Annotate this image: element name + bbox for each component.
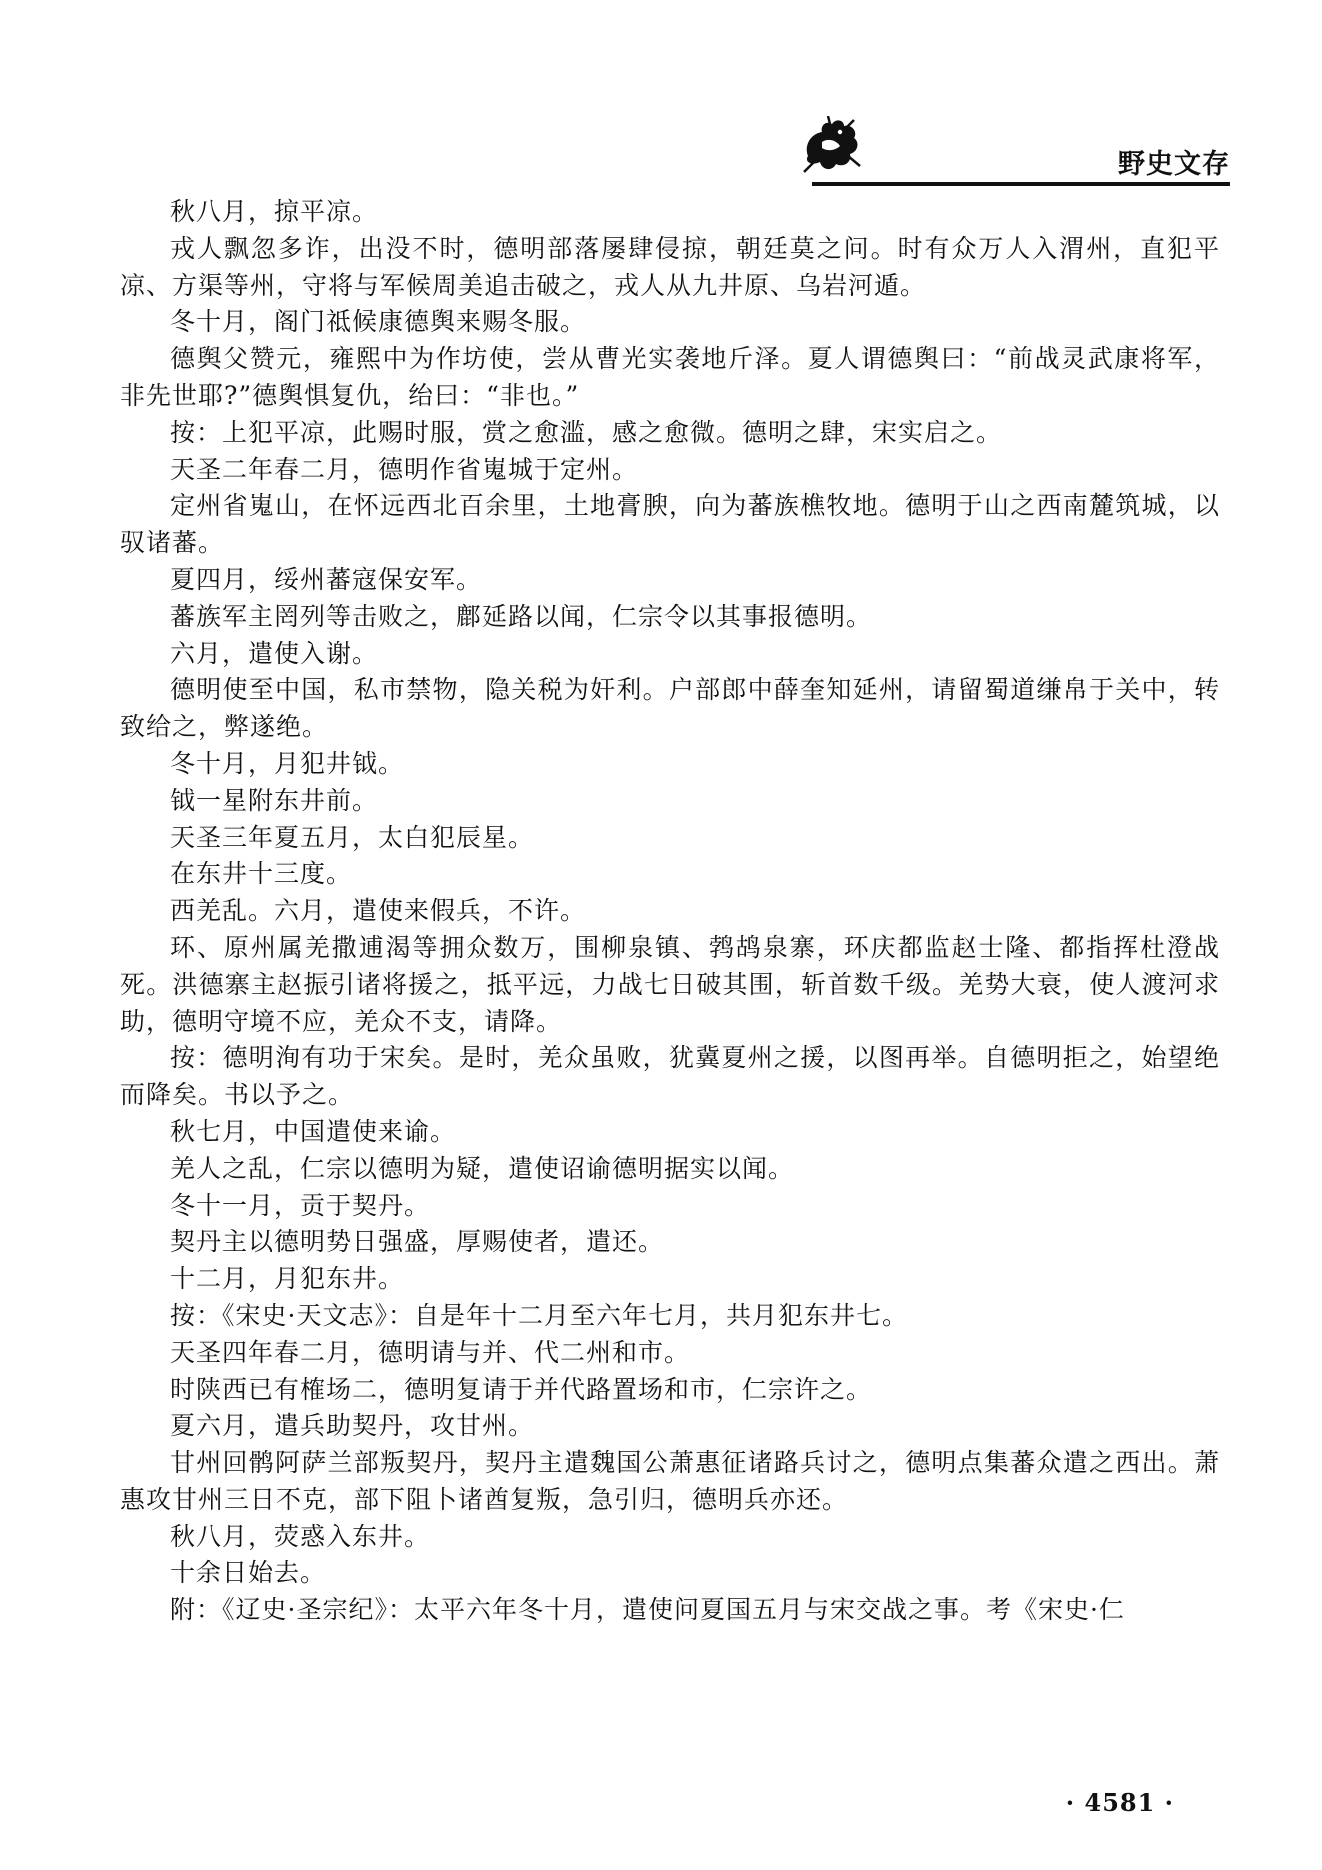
paragraph: 秋七月，中国遣使来谕。 (170, 1116, 457, 1146)
paragraph: 天圣四年春二月，德明请与并、代二州和市。 (170, 1337, 691, 1367)
paragraph: 戎人飘忽多诈，出没不时，德明部落屡肆侵掠，朝廷莫之问。时有众万人入渭州，直犯平凉、方渠等州，守将与军候周美追击破之，戎人从九井原、乌岩河遁。 (120, 233, 1220, 300)
paragraph: 羌人之乱，仁宗以德明为疑，遣使诏谕德明据实以闻。 (170, 1153, 795, 1183)
paragraph: 冬十月，阁门祗候康德舆来赐冬服。 (170, 307, 587, 337)
header-rule (812, 182, 1230, 186)
paragraph: 十余日始去。 (170, 1558, 327, 1588)
paragraph: 天圣三年夏五月，太白犯辰星。 (170, 822, 535, 852)
paragraph: 定州省嵬山，在怀远西北百余里，土地膏腴，向为蕃族樵牧地。德明于山之西南麓筑城，以驭诸蕃。 (120, 491, 1220, 558)
paragraph: 钺一星附东井前。 (170, 785, 379, 815)
paragraph: 德舆父赞元，雍熙中为作坊使，尝从曹光实袭地斤泽。夏人谓德舆曰：“前战灵武康将军，非先世耶?”德舆惧复仇，绐曰：“非也。” (120, 344, 1220, 410)
running-header (800, 112, 1230, 192)
series-title: 野史文存 (1118, 149, 1230, 180)
paragraph: 时陕西已有榷场二，德明复请于并代路置场和市，仁宗许之。 (170, 1374, 873, 1404)
paragraph: 六月，遣使入谢。 (170, 638, 379, 668)
paragraph: 蕃族军主罔列等击败之，鄜延路以闻，仁宗令以其事报德明。 (170, 601, 873, 631)
paragraph: 西羌乱。六月，遣使来假兵，不许。 (170, 896, 587, 926)
paragraph: 环、原州属羌撒逋渴等拥众数万，围柳泉镇、鹁鸪泉寨，环庆都监赵士隆、都指挥杜澄战死。洪德寨主赵振引诸将援之，抵平远，力战七日破其围，斩首数千级。羌势大衰，使人渡河求助，德明守境不应，羌众不支，请降。 (120, 932, 1220, 1036)
paragraph: 德明使至中国，私市禁物，隐关税为奸利。户部郎中薛奎知延州，请留蜀道缣帛于关中，转致给之，弊遂绝。 (120, 675, 1220, 742)
paragraph: 按：德明洵有功于宋矣。是时，羌众虽败，犹冀夏州之援，以图再举。自德明拒之，始望绝而降矣。书以予之。 (120, 1043, 1220, 1110)
paragraph: 夏四月，绥州蕃寇保安军。 (170, 564, 483, 594)
paragraph: 冬十月，月犯井钺。 (170, 748, 405, 778)
paragraph: 契丹主以德明势日强盛，厚赐使者，遣还。 (170, 1227, 665, 1257)
paragraph: 在东井十三度。 (170, 859, 353, 889)
paragraph: 夏六月，遣兵助契丹，攻甘州。 (170, 1411, 535, 1441)
paragraph: 秋八月，掠平凉。 (170, 197, 379, 226)
paragraph: 十二月，月犯东井。 (170, 1264, 405, 1294)
document-body (120, 194, 1220, 1629)
paragraph: 甘州回鹘阿萨兰部叛契丹，契丹主遣魏国公萧惠征诸路兵讨之，德明点集蕃众遣之西出。萧惠攻甘州三日不克，部下阻卜诸酋复叛，急引归，德明兵亦还。 (120, 1448, 1220, 1514)
paragraph: 冬十一月，贡于契丹。 (170, 1190, 431, 1220)
paragraph: 天圣二年春二月，德明作省嵬城于定州。 (170, 454, 639, 484)
dragon-emblem-icon (800, 116, 862, 174)
paragraph: 秋八月，荧惑入东井。 (170, 1521, 431, 1551)
paragraph: 按：上犯平凉，此赐时服，赏之愈滥，感之愈微。德明之肆，宋实启之。 (170, 417, 1003, 447)
paragraph: 附：《辽史·圣宗纪》：太平六年冬十月，遣使问夏国五月与宋交战之事。考《宋史·仁 (170, 1595, 1125, 1625)
paragraph: 按：《宋史·天文志》：自是年十二月至六年七月，共月犯东井七。 (170, 1300, 908, 1330)
page-number: · 4581 · (1065, 1788, 1174, 1817)
